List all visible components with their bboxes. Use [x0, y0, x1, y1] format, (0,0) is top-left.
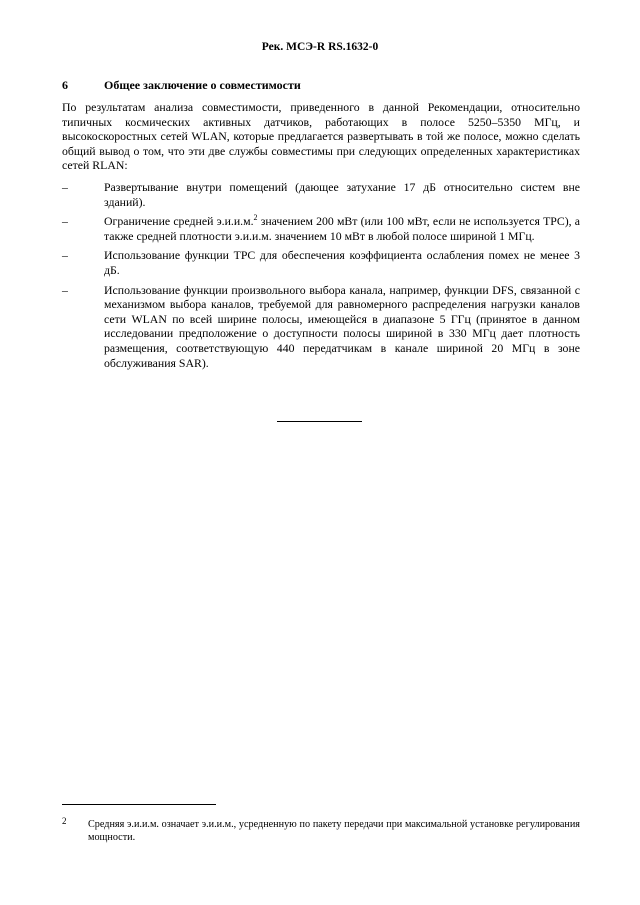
footnote-text: Средняя э.и.и.м. означает э.и.и.м., усредненную по пакету передачи при максимальной установке регулирования мощности.	[88, 819, 580, 843]
footnote-number: 2	[62, 816, 67, 826]
list-item-text-before: Ограничение средней э.и.и.м.	[104, 214, 254, 229]
list-item-text: Использование функции произвольного выбора канала, например, функции DFS, связанной с механизмом выбора каналов, требуемой для равномерного распределения нагрузки каналов сети WLAN по всей ширине полосы, имеющейся в диапазоне 5 ГГц (принятое в данном исследовании предположение о доступности полосы шириной в 330 МГц дает плотность размещения, соответствующую 440 передатчикам в канале шириной 20 МГц в зоне обслуживания SAR).	[104, 282, 580, 370]
section-number: 6	[62, 78, 68, 92]
section-end-divider	[277, 421, 362, 422]
list-item	[62, 248, 580, 277]
running-header: Рек. МСЭ-R RS.1632-0	[261, 41, 379, 53]
section-title: Общее заключение о совместимости	[104, 78, 301, 92]
list-item-text: Развертывание внутри помещений (дающее затухание 17 дБ относительно систем вне зданий).	[104, 180, 580, 209]
list-item	[62, 283, 580, 371]
conditions-list	[62, 180, 580, 375]
list-dash: –	[62, 282, 68, 297]
section-heading	[62, 78, 582, 93]
list-item-text: Использование функции TPC для обеспечения коэффициента ослабления помех не менее 3 дБ.	[104, 248, 580, 277]
list-dash: –	[62, 248, 68, 263]
footnote-divider	[62, 804, 216, 805]
footnote-reference[interactable]: 2	[253, 213, 258, 223]
list-dash: –	[62, 214, 68, 229]
footnote	[62, 818, 580, 844]
list-item	[62, 214, 580, 243]
list-item-text-after: значением 200 мВт (или 100 мВт, если не используется TPC), а также средней плотности э.и.и.м. значением 10 мВт в любой полосе шириной 1 МГц.	[104, 214, 580, 243]
list-dash: –	[62, 180, 68, 194]
intro-paragraph: По результатам анализа совместимости, приведенного в данной Рекомендации, относительно типичных космических активных датчиков, работающих в полосе 5250–5350 МГц, и высокоскоростных сетей WLAN, которые предлагается развертывать в той же полосе, можно сделать общий вывод о том, что эти две службы совместимы при следующих определенных характеристиках сетей RLAN:	[62, 100, 580, 173]
list-item	[62, 180, 580, 209]
